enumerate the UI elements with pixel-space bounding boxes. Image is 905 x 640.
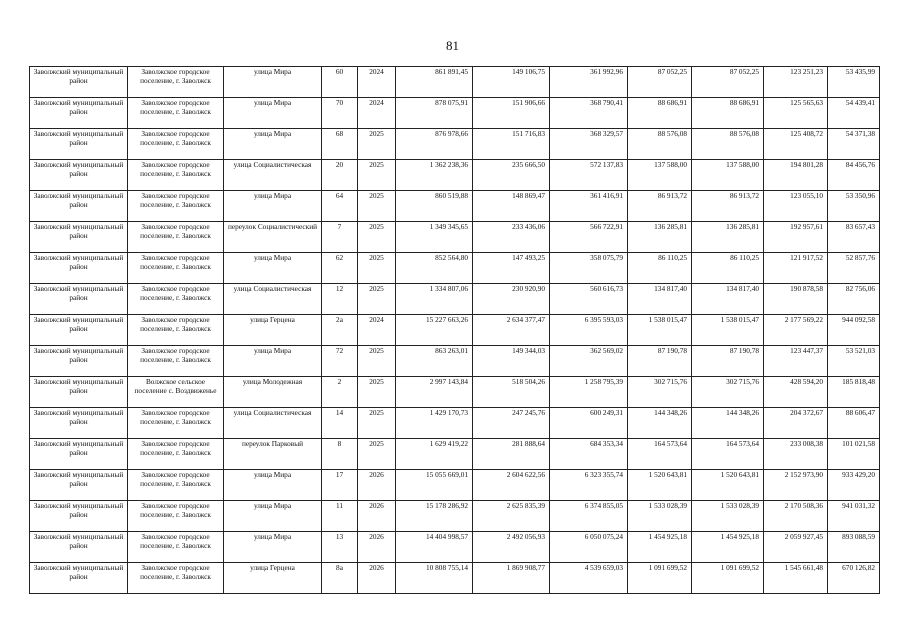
settlement-cell: Заволжское городское поселение, г. Заволжск (128, 563, 224, 594)
amount-cell-4: 1 091 699,52 (692, 563, 764, 594)
amount-cell-3: 1 538 015,47 (628, 315, 692, 346)
year-cell: 2026 (358, 501, 396, 532)
amount-cell-4: 86 110,25 (692, 253, 764, 284)
settlement-cell: Заволжское городское поселение, г. Заволжск (128, 470, 224, 501)
year-cell: 2025 (358, 191, 396, 222)
total-cost-cell: 1 429 170,73 (396, 408, 473, 439)
house-number-cell: 13 (322, 532, 358, 563)
table-row (30, 160, 880, 191)
district-cell: Заволжский муниципальный район (30, 377, 128, 408)
year-cell: 2025 (358, 129, 396, 160)
year-cell: 2025 (358, 222, 396, 253)
year-cell: 2024 (358, 315, 396, 346)
total-cost-cell: 863 263,01 (396, 346, 473, 377)
district-cell: Заволжский муниципальный район (30, 439, 128, 470)
house-number-cell: 60 (322, 67, 358, 98)
table-row (30, 67, 880, 98)
table-body (30, 67, 880, 594)
amount-cell-3: 302 715,76 (628, 377, 692, 408)
amount-cell-3: 1 454 925,18 (628, 532, 692, 563)
year-cell: 2025 (358, 408, 396, 439)
street-cell: переулок Парковый (224, 439, 322, 470)
table-row (30, 346, 880, 377)
amount-cell-2: 362 569,02 (550, 346, 628, 377)
amount-cell-4: 302 715,76 (692, 377, 764, 408)
total-cost-cell: 861 891,45 (396, 67, 473, 98)
settlement-cell: Заволжское городское поселение, г. Заволжск (128, 501, 224, 532)
district-cell: Заволжский муниципальный район (30, 222, 128, 253)
amount-cell-4: 137 588,00 (692, 160, 764, 191)
street-cell: улица Молодежная (224, 377, 322, 408)
house-number-cell: 11 (322, 501, 358, 532)
table-row (30, 315, 880, 346)
table-row (30, 439, 880, 470)
house-number-cell: 8а (322, 563, 358, 594)
amount-cell-1: 147 493,25 (473, 253, 550, 284)
amount-cell-1: 2 634 377,47 (473, 315, 550, 346)
house-number-cell: 14 (322, 408, 358, 439)
table-row (30, 470, 880, 501)
street-cell: улица Социалистическая (224, 284, 322, 315)
table-row (30, 191, 880, 222)
table-row (30, 377, 880, 408)
district-cell: Заволжский муниципальный район (30, 67, 128, 98)
total-cost-cell: 15 227 663,26 (396, 315, 473, 346)
year-cell: 2025 (358, 160, 396, 191)
amount-cell-5: 2 152 973,90 (764, 470, 828, 501)
amount-cell-4: 136 285,81 (692, 222, 764, 253)
amount-cell-6: 670 126,82 (828, 563, 880, 594)
district-cell: Заволжский муниципальный район (30, 315, 128, 346)
amount-cell-3: 1 520 643,81 (628, 470, 692, 501)
district-cell: Заволжский муниципальный район (30, 532, 128, 563)
amount-cell-1: 149 344,03 (473, 346, 550, 377)
table-row (30, 501, 880, 532)
amount-cell-6: 101 021,58 (828, 439, 880, 470)
amount-cell-3: 137 588,00 (628, 160, 692, 191)
amount-cell-1: 230 920,90 (473, 284, 550, 315)
amount-cell-6: 53 350,96 (828, 191, 880, 222)
amount-cell-5: 123 447,37 (764, 346, 828, 377)
district-cell: Заволжский муниципальный район (30, 253, 128, 284)
amount-cell-2: 1 258 795,39 (550, 377, 628, 408)
amount-cell-3: 144 348,26 (628, 408, 692, 439)
street-cell: улица Мира (224, 191, 322, 222)
street-cell: переулок Социалистический (224, 222, 322, 253)
house-number-cell: 70 (322, 98, 358, 129)
amount-cell-2: 560 616,73 (550, 284, 628, 315)
amount-cell-5: 204 372,67 (764, 408, 828, 439)
amount-cell-1: 151 716,83 (473, 129, 550, 160)
amount-cell-4: 1 520 643,81 (692, 470, 764, 501)
amount-cell-6: 185 818,48 (828, 377, 880, 408)
house-number-cell: 8 (322, 439, 358, 470)
amount-cell-6: 53 435,99 (828, 67, 880, 98)
amount-cell-5: 194 801,28 (764, 160, 828, 191)
total-cost-cell: 860 519,88 (396, 191, 473, 222)
amount-cell-5: 2 177 569,22 (764, 315, 828, 346)
settlement-cell: Заволжское городское поселение, г. Заволжск (128, 346, 224, 377)
amount-cell-6: 83 657,43 (828, 222, 880, 253)
year-cell: 2025 (358, 284, 396, 315)
registry-table (29, 66, 880, 594)
amount-cell-2: 6 050 075,24 (550, 532, 628, 563)
amount-cell-3: 1 533 028,39 (628, 501, 692, 532)
street-cell: улица Мира (224, 98, 322, 129)
amount-cell-3: 86 913,72 (628, 191, 692, 222)
district-cell: Заволжский муниципальный район (30, 563, 128, 594)
amount-cell-2: 600 249,31 (550, 408, 628, 439)
amount-cell-1: 2 625 835,39 (473, 501, 550, 532)
amount-cell-1: 518 504,26 (473, 377, 550, 408)
settlement-cell: Заволжское городское поселение, г. Заволжск (128, 222, 224, 253)
street-cell: улица Герцена (224, 315, 322, 346)
year-cell: 2026 (358, 563, 396, 594)
total-cost-cell: 15 178 286,92 (396, 501, 473, 532)
amount-cell-1: 233 436,06 (473, 222, 550, 253)
amount-cell-4: 144 348,26 (692, 408, 764, 439)
table-row (30, 532, 880, 563)
page-number: 81 (446, 38, 459, 53)
total-cost-cell: 1 334 807,06 (396, 284, 473, 315)
settlement-cell: Заволжское городское поселение, г. Заволжск (128, 129, 224, 160)
amount-cell-5: 233 008,38 (764, 439, 828, 470)
street-cell: улица Мира (224, 501, 322, 532)
amount-cell-6: 54 439,41 (828, 98, 880, 129)
district-cell: Заволжский муниципальный район (30, 160, 128, 191)
amount-cell-6: 893 088,59 (828, 532, 880, 563)
total-cost-cell: 1 349 345,65 (396, 222, 473, 253)
amount-cell-6: 933 429,20 (828, 470, 880, 501)
street-cell: улица Мира (224, 470, 322, 501)
amount-cell-4: 87 190,78 (692, 346, 764, 377)
amount-cell-2: 4 539 659,03 (550, 563, 628, 594)
house-number-cell: 20 (322, 160, 358, 191)
total-cost-cell: 10 808 755,14 (396, 563, 473, 594)
year-cell: 2024 (358, 67, 396, 98)
house-number-cell: 2а (322, 315, 358, 346)
settlement-cell: Волжское сельское поселение с. Воздвиженье (128, 377, 224, 408)
amount-cell-2: 368 790,41 (550, 98, 628, 129)
amount-cell-2: 361 992,96 (550, 67, 628, 98)
house-number-cell: 72 (322, 346, 358, 377)
year-cell: 2025 (358, 439, 396, 470)
street-cell: улица Герцена (224, 563, 322, 594)
amount-cell-4: 1 454 925,18 (692, 532, 764, 563)
amount-cell-6: 84 456,76 (828, 160, 880, 191)
total-cost-cell: 2 997 143,84 (396, 377, 473, 408)
amount-cell-2: 566 722,91 (550, 222, 628, 253)
district-cell: Заволжский муниципальный район (30, 284, 128, 315)
street-cell: улица Мира (224, 532, 322, 563)
district-cell: Заволжский муниципальный район (30, 129, 128, 160)
district-cell: Заволжский муниципальный район (30, 346, 128, 377)
total-cost-cell: 14 404 998,57 (396, 532, 473, 563)
house-number-cell: 17 (322, 470, 358, 501)
amount-cell-5: 125 408,72 (764, 129, 828, 160)
year-cell: 2025 (358, 377, 396, 408)
amount-cell-1: 2 492 056,93 (473, 532, 550, 563)
table-row (30, 563, 880, 594)
amount-cell-3: 136 285,81 (628, 222, 692, 253)
amount-cell-1: 148 869,47 (473, 191, 550, 222)
year-cell: 2025 (358, 346, 396, 377)
settlement-cell: Заволжское городское поселение, г. Заволжск (128, 532, 224, 563)
amount-cell-5: 121 917,52 (764, 253, 828, 284)
amount-cell-2: 6 395 593,03 (550, 315, 628, 346)
district-cell: Заволжский муниципальный район (30, 501, 128, 532)
amount-cell-5: 2 170 508,36 (764, 501, 828, 532)
district-cell: Заволжский муниципальный район (30, 408, 128, 439)
amount-cell-2: 368 329,57 (550, 129, 628, 160)
settlement-cell: Заволжское городское поселение, г. Заволжск (128, 253, 224, 284)
table-row (30, 408, 880, 439)
total-cost-cell: 15 055 669,01 (396, 470, 473, 501)
street-cell: улица Социалистическая (224, 408, 322, 439)
amount-cell-3: 86 110,25 (628, 253, 692, 284)
amount-cell-2: 361 416,91 (550, 191, 628, 222)
amount-cell-5: 123 251,23 (764, 67, 828, 98)
amount-cell-1: 149 106,75 (473, 67, 550, 98)
amount-cell-6: 54 371,38 (828, 129, 880, 160)
amount-cell-5: 192 957,61 (764, 222, 828, 253)
amount-cell-1: 2 604 622,56 (473, 470, 550, 501)
amount-cell-1: 235 666,50 (473, 160, 550, 191)
amount-cell-3: 88 576,08 (628, 129, 692, 160)
street-cell: улица Мира (224, 253, 322, 284)
house-number-cell: 64 (322, 191, 358, 222)
amount-cell-5: 125 565,63 (764, 98, 828, 129)
street-cell: улица Мира (224, 346, 322, 377)
amount-cell-2: 358 075,79 (550, 253, 628, 284)
amount-cell-3: 134 817,40 (628, 284, 692, 315)
house-number-cell: 68 (322, 129, 358, 160)
amount-cell-4: 88 576,08 (692, 129, 764, 160)
year-cell: 2026 (358, 532, 396, 563)
amount-cell-3: 1 091 699,52 (628, 563, 692, 594)
amount-cell-2: 6 323 355,74 (550, 470, 628, 501)
amount-cell-2: 6 374 855,05 (550, 501, 628, 532)
total-cost-cell: 1 362 238,36 (396, 160, 473, 191)
amount-cell-3: 87 190,78 (628, 346, 692, 377)
amount-cell-6: 88 606,47 (828, 408, 880, 439)
amount-cell-1: 247 245,76 (473, 408, 550, 439)
street-cell: улица Мира (224, 129, 322, 160)
amount-cell-3: 164 573,64 (628, 439, 692, 470)
settlement-cell: Заволжское городское поселение, г. Заволжск (128, 439, 224, 470)
district-cell: Заволжский муниципальный район (30, 98, 128, 129)
amount-cell-1: 281 888,64 (473, 439, 550, 470)
settlement-cell: Заволжское городское поселение, г. Заволжск (128, 191, 224, 222)
settlement-cell: Заволжское городское поселение, г. Заволжск (128, 160, 224, 191)
amount-cell-4: 164 573,64 (692, 439, 764, 470)
amount-cell-1: 1 869 908,77 (473, 563, 550, 594)
year-cell: 2024 (358, 98, 396, 129)
table-row (30, 284, 880, 315)
amount-cell-5: 428 594,20 (764, 377, 828, 408)
table-row (30, 129, 880, 160)
district-cell: Заволжский муниципальный район (30, 191, 128, 222)
amount-cell-5: 2 059 927,45 (764, 532, 828, 563)
amount-cell-6: 53 521,03 (828, 346, 880, 377)
street-cell: улица Мира (224, 67, 322, 98)
year-cell: 2025 (358, 253, 396, 284)
total-cost-cell: 878 075,91 (396, 98, 473, 129)
amount-cell-4: 87 052,25 (692, 67, 764, 98)
amount-cell-4: 134 817,40 (692, 284, 764, 315)
settlement-cell: Заволжское городское поселение, г. Заволжск (128, 67, 224, 98)
amount-cell-2: 684 353,34 (550, 439, 628, 470)
settlement-cell: Заволжское городское поселение, г. Заволжск (128, 98, 224, 129)
table-row (30, 253, 880, 284)
amount-cell-4: 88 686,91 (692, 98, 764, 129)
amount-cell-5: 123 055,10 (764, 191, 828, 222)
amount-cell-5: 190 878,58 (764, 284, 828, 315)
total-cost-cell: 1 629 419,22 (396, 439, 473, 470)
year-cell: 2026 (358, 470, 396, 501)
amount-cell-6: 52 857,76 (828, 253, 880, 284)
house-number-cell: 2 (322, 377, 358, 408)
amount-cell-3: 87 052,25 (628, 67, 692, 98)
street-cell: улица Социалистическая (224, 160, 322, 191)
house-number-cell: 12 (322, 284, 358, 315)
amount-cell-3: 88 686,91 (628, 98, 692, 129)
amount-cell-4: 86 913,72 (692, 191, 764, 222)
amount-cell-6: 944 092,58 (828, 315, 880, 346)
house-number-cell: 7 (322, 222, 358, 253)
table-row (30, 98, 880, 129)
settlement-cell: Заволжское городское поселение, г. Заволжск (128, 315, 224, 346)
house-number-cell: 62 (322, 253, 358, 284)
amount-cell-1: 151 906,66 (473, 98, 550, 129)
district-cell: Заволжский муниципальный район (30, 470, 128, 501)
amount-cell-5: 1 545 661,48 (764, 563, 828, 594)
total-cost-cell: 876 978,66 (396, 129, 473, 160)
amount-cell-4: 1 533 028,39 (692, 501, 764, 532)
table-row (30, 222, 880, 253)
amount-cell-4: 1 538 015,47 (692, 315, 764, 346)
amount-cell-6: 941 031,32 (828, 501, 880, 532)
amount-cell-6: 82 756,06 (828, 284, 880, 315)
amount-cell-2: 572 137,83 (550, 160, 628, 191)
settlement-cell: Заволжское городское поселение, г. Заволжск (128, 284, 224, 315)
settlement-cell: Заволжское городское поселение, г. Заволжск (128, 408, 224, 439)
total-cost-cell: 852 564,80 (396, 253, 473, 284)
